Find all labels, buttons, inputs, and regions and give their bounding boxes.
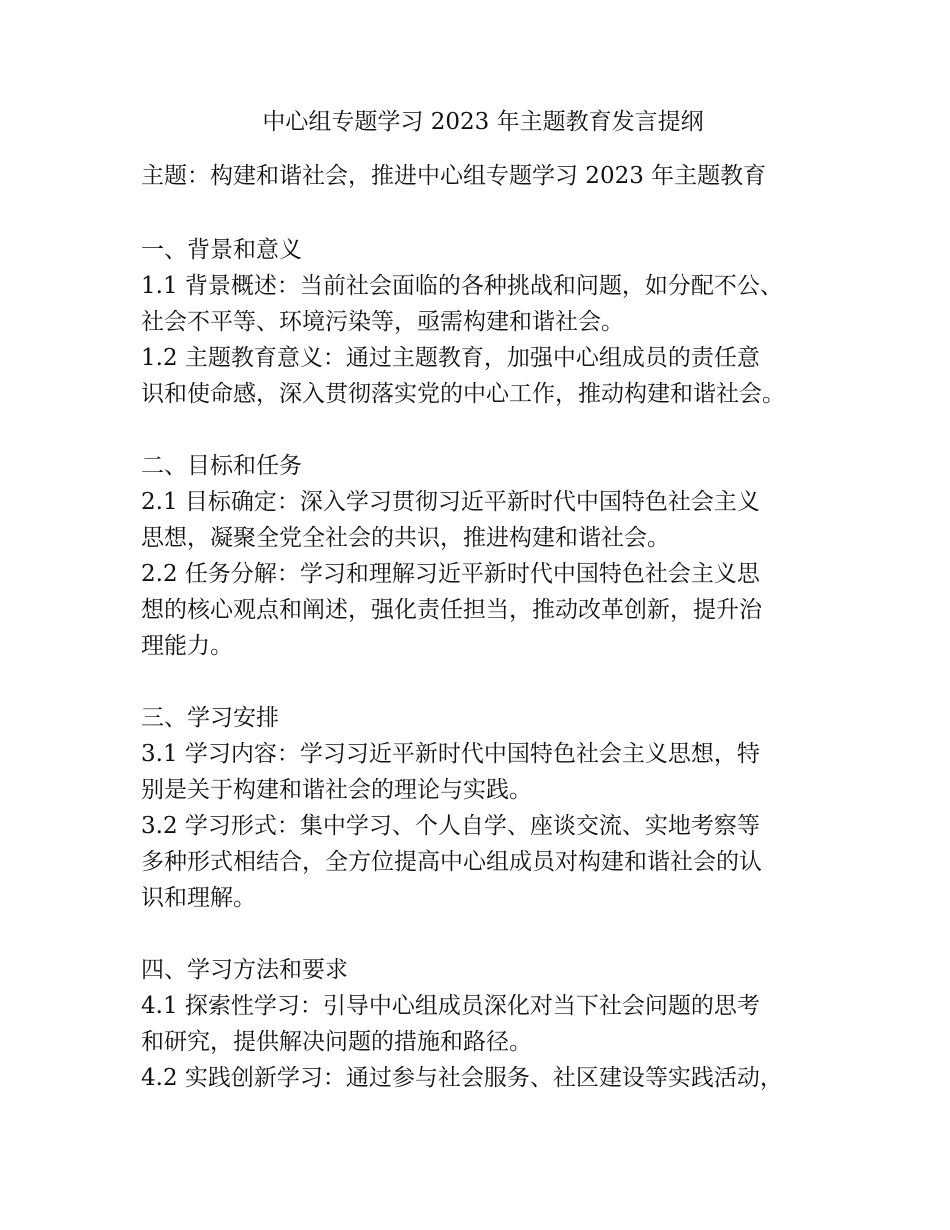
section-heading: 二、目标和任务: [141, 453, 302, 479]
section-goals: [141, 448, 841, 664]
paragraph-line: 4.2 实践创新学习：通过参与社会服务、社区建设等实践活动，: [141, 1065, 783, 1091]
document-subject: 主题：构建和谐社会，推进中心组专题学习 2023 年主题教育: [141, 163, 767, 189]
paragraph-line: 1.2 主题教育意义：通过主题教育，加强中心组成员的责任意: [141, 345, 760, 371]
paragraph-line: 和研究，提供解决问题的措施和路径。: [141, 1029, 532, 1055]
section-background: [141, 232, 841, 412]
section-methods: [141, 952, 841, 1096]
section-heading: 四、学习方法和要求: [141, 957, 348, 983]
paragraph-line: 识和理解。: [141, 885, 256, 911]
paragraph-line: 别是关于构建和谐社会的理论与实践。: [141, 777, 532, 803]
paragraph-line: 多种形式相结合，全方位提高中心组成员对构建和谐社会的认: [141, 849, 762, 875]
paragraph-line: 社会不平等、环境污染等，亟需构建和谐社会。: [141, 309, 624, 335]
paragraph-line: 4.1 探索性学习：引导中心组成员深化对当下社会问题的思考: [141, 993, 760, 1019]
section-heading: 一、背景和意义: [141, 237, 302, 263]
paragraph-line: 1.1 背景概述：当前社会面临的各种挑战和问题，如分配不公、: [141, 273, 783, 299]
document-body: [141, 104, 841, 1132]
paragraph-line: 3.1 学习内容：学习习近平新时代中国特色社会主义思想，特: [141, 741, 760, 767]
paragraph-line: 3.2 学习形式：集中学习、个人自学、座谈交流、实地考察等: [141, 813, 760, 839]
paragraph-line: 想的核心观点和阐述，强化责任担当，推动改革创新，提升治: [141, 597, 762, 623]
paragraph-line: 2.1 目标确定：深入学习贯彻习近平新时代中国特色社会主义: [141, 489, 760, 515]
document-title: 中心组专题学习 2023 年主题教育发言提纲: [262, 109, 704, 135]
paragraph-line: 2.2 任务分解：学习和理解习近平新时代中国特色社会主义思: [141, 561, 760, 587]
paragraph-line: 思想，凝聚全党全社会的共识，推进构建和谐社会。: [141, 525, 670, 551]
section-heading: 三、学习安排: [141, 705, 279, 731]
paragraph-line: 理能力。: [141, 633, 233, 659]
section-arrangement: [141, 700, 841, 916]
paragraph-line: 识和使命感，深入贯彻落实党的中心工作，推动构建和谐社会。: [141, 381, 785, 407]
